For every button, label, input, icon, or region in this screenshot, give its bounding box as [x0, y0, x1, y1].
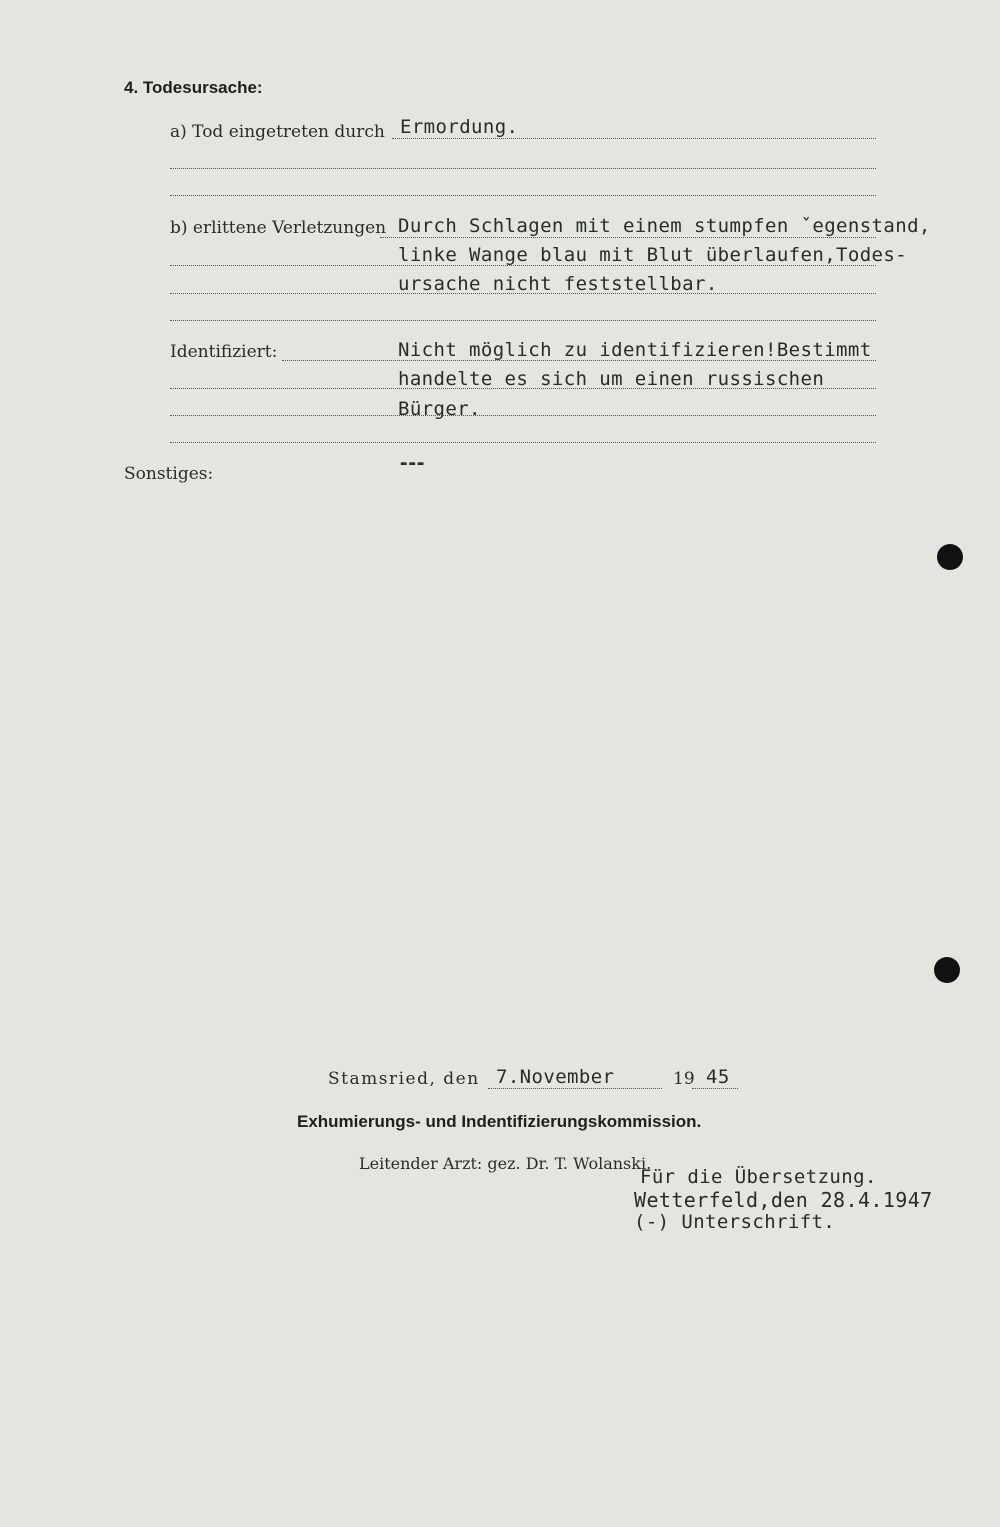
translation-line-2: Wetterfeld,den 28.4.1947	[634, 1188, 933, 1212]
injuries-line-2: linke Wange blau mit Blut überlaufen,Todes-	[398, 244, 908, 266]
injuries-dotted-line-4	[170, 320, 876, 321]
injuries-line-3: ursache nicht feststellbar.	[398, 273, 718, 295]
identified-line-3: Bürger.	[398, 398, 481, 420]
translation-line-3: (-) Unterschrift.	[634, 1211, 836, 1233]
cause-dotted-line-2	[170, 168, 876, 169]
cause-value: Ermordung.	[400, 116, 519, 138]
identified-dotted-line-3	[170, 415, 876, 416]
cause-label: a) Tod eingetreten durch	[170, 122, 385, 142]
section-title: 4. Todesursache:	[124, 78, 263, 97]
date-year-prefix: 19	[673, 1069, 695, 1089]
identified-line-2: handelte es sich um einen russischen	[398, 368, 825, 390]
signature-line: Leitender Arzt: gez. Dr. T. Wolanski.	[359, 1154, 652, 1173]
punch-hole-bottom	[934, 957, 960, 983]
year-dotted-line	[692, 1088, 738, 1089]
punch-hole-top	[937, 544, 963, 570]
date-day-month: 7.November	[496, 1066, 615, 1088]
translation-line-1: Für die Übersetzung.	[640, 1166, 877, 1188]
identified-label: Identifiziert:	[170, 342, 278, 362]
injuries-line-1: Durch Schlagen mit einem stumpfen ˇegenstand,	[398, 215, 931, 237]
injuries-dotted-line-1	[380, 237, 876, 238]
cause-dotted-line-3	[170, 195, 876, 196]
identified-dotted-line-4	[170, 442, 876, 443]
other-label: Sonstiges:	[124, 464, 214, 484]
injuries-label: b) erlittene Verletzungen	[170, 218, 387, 238]
place-label: Stamsried, den	[328, 1069, 480, 1089]
date-dotted-line	[488, 1088, 662, 1089]
date-year-suffix: 45	[706, 1066, 730, 1088]
cause-dotted-line	[392, 138, 876, 139]
identified-line-1: Nicht möglich zu identifizieren!Bestimmt	[398, 339, 872, 361]
commission-title: Exhumierungs- und Indentifizierungskommission.	[297, 1112, 702, 1131]
other-value: ---	[398, 452, 424, 474]
